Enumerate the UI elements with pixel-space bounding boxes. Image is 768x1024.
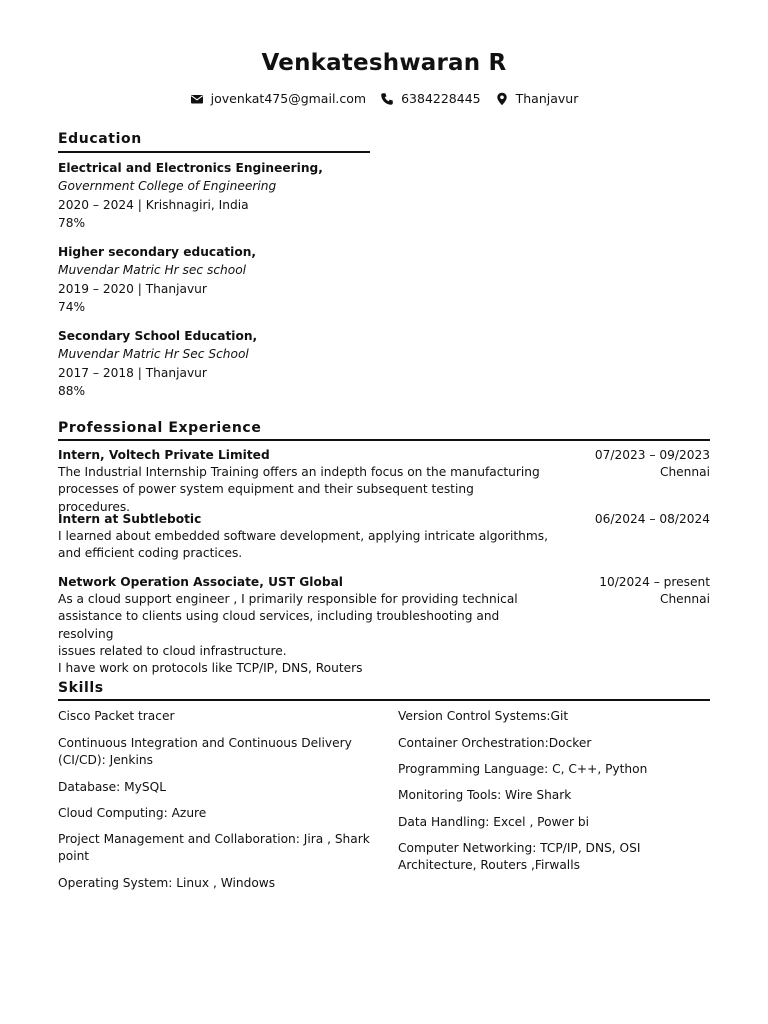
experience-entry bbox=[58, 574, 710, 677]
experience-divider bbox=[58, 439, 710, 441]
location-text: Thanjavur bbox=[515, 91, 579, 106]
phone-icon bbox=[380, 92, 394, 106]
skill-text: Architecture, Routers ,Firwalls bbox=[398, 858, 580, 873]
skill-text: Data Handling: Excel , Power bi bbox=[398, 815, 590, 829]
experience-entry bbox=[58, 511, 710, 563]
degree: Electrical and Electronics Engineering, bbox=[58, 161, 323, 175]
education-heading: Education bbox=[58, 131, 142, 147]
job-role: Network Operation Associate, UST Global bbox=[58, 575, 343, 589]
job-description-line: assistance to clients using cloud services, including troubleshooting and resolving bbox=[58, 609, 500, 641]
skill-item bbox=[398, 735, 591, 752]
job-description-line: I learned about embedded software development, applying intricate algorithms, bbox=[58, 529, 548, 544]
skill-text: Computer Networking: TCP/IP, DNS, OSI bbox=[398, 841, 641, 855]
education-divider bbox=[58, 151, 370, 153]
skill-item bbox=[398, 814, 589, 831]
skill-text: Continuous Integration and Continuous Delivery bbox=[58, 736, 352, 750]
skill-item bbox=[58, 831, 370, 865]
phone-text: 6384228445 bbox=[401, 91, 481, 106]
education-entry bbox=[58, 159, 458, 233]
skill-item bbox=[398, 787, 571, 804]
skill-text: Container Orchestration:Docker bbox=[398, 736, 592, 750]
location-pin-icon bbox=[495, 92, 509, 106]
location-contact bbox=[495, 91, 579, 106]
skills-divider bbox=[58, 699, 710, 701]
score: 74% bbox=[58, 300, 86, 315]
job-role: Intern at Subtlebotic bbox=[58, 512, 202, 526]
job-location: Chennai bbox=[659, 592, 710, 607]
job-description-line: The Industrial Internship Training offers an indepth focus on the manufacturing bbox=[58, 465, 540, 480]
job-dates: 07/2023 – 09/2023 bbox=[594, 448, 710, 462]
skill-item bbox=[398, 761, 647, 778]
skill-text: Operating System: Linux , Windows bbox=[58, 876, 276, 890]
job-description-line: As a cloud support engineer , I primarily responsible for providing technical bbox=[58, 592, 518, 607]
period: 2017 – 2018 | Thanjavur bbox=[58, 365, 207, 380]
education-entry bbox=[58, 243, 458, 317]
job-description-line: I have work on protocols like TCP/IP, DNS, Routers bbox=[58, 661, 363, 676]
skills-heading: Skills bbox=[58, 680, 104, 696]
skill-item bbox=[58, 708, 175, 725]
candidate-name: Venkateshwaran R bbox=[261, 50, 507, 76]
skill-item bbox=[58, 875, 275, 892]
contact-bar bbox=[0, 91, 768, 106]
skill-item bbox=[398, 708, 568, 725]
education-entry bbox=[58, 327, 458, 401]
skill-text: Project Management and Collaboration: Jira , Shark bbox=[58, 832, 370, 846]
job-description-line: processes of power system equipment and their subsequent testing procedures. bbox=[58, 482, 474, 514]
envelope-icon bbox=[190, 92, 204, 106]
skill-text: point bbox=[58, 849, 90, 864]
experience-entry bbox=[58, 447, 710, 516]
job-description-line: issues related to cloud infrastructure. bbox=[58, 643, 287, 658]
school: Government College of Engineering bbox=[58, 179, 277, 194]
skill-text: Cloud Computing: Azure bbox=[58, 806, 207, 820]
email-contact[interactable] bbox=[190, 91, 366, 106]
job-dates: 10/2024 – present bbox=[599, 575, 710, 589]
skill-text: Programming Language: C, C++, Python bbox=[398, 762, 648, 776]
degree: Higher secondary education, bbox=[58, 245, 257, 259]
skill-item bbox=[58, 735, 352, 769]
job-location: Chennai bbox=[659, 465, 710, 480]
job-dates: 06/2024 – 08/2024 bbox=[594, 512, 710, 526]
skill-item bbox=[58, 805, 206, 822]
skill-item bbox=[58, 779, 166, 796]
skill-text: (CI/CD): Jenkins bbox=[58, 753, 153, 768]
school: Muvendar Matric Hr sec school bbox=[58, 263, 247, 278]
skill-text: Cisco Packet tracer bbox=[58, 709, 175, 723]
email-text: jovenkat475@gmail.com bbox=[210, 91, 367, 106]
period: 2019 – 2020 | Thanjavur bbox=[58, 281, 207, 296]
skill-text: Database: MySQL bbox=[58, 780, 166, 794]
score: 88% bbox=[58, 384, 86, 399]
experience-heading: Professional Experience bbox=[58, 420, 262, 436]
school: Muvendar Matric Hr Sec School bbox=[58, 347, 249, 362]
job-description-line: and efficient coding practices. bbox=[58, 546, 243, 561]
skill-text: Monitoring Tools: Wire Shark bbox=[398, 788, 572, 802]
period: 2020 – 2024 | Krishnagiri, India bbox=[58, 197, 249, 212]
score: 78% bbox=[58, 216, 86, 231]
job-role: Intern, Voltech Private Limited bbox=[58, 448, 270, 462]
skill-text: Version Control Systems:Git bbox=[398, 709, 569, 723]
degree: Secondary School Education, bbox=[58, 329, 258, 343]
skill-item bbox=[398, 840, 640, 874]
phone-contact[interactable] bbox=[380, 91, 481, 106]
